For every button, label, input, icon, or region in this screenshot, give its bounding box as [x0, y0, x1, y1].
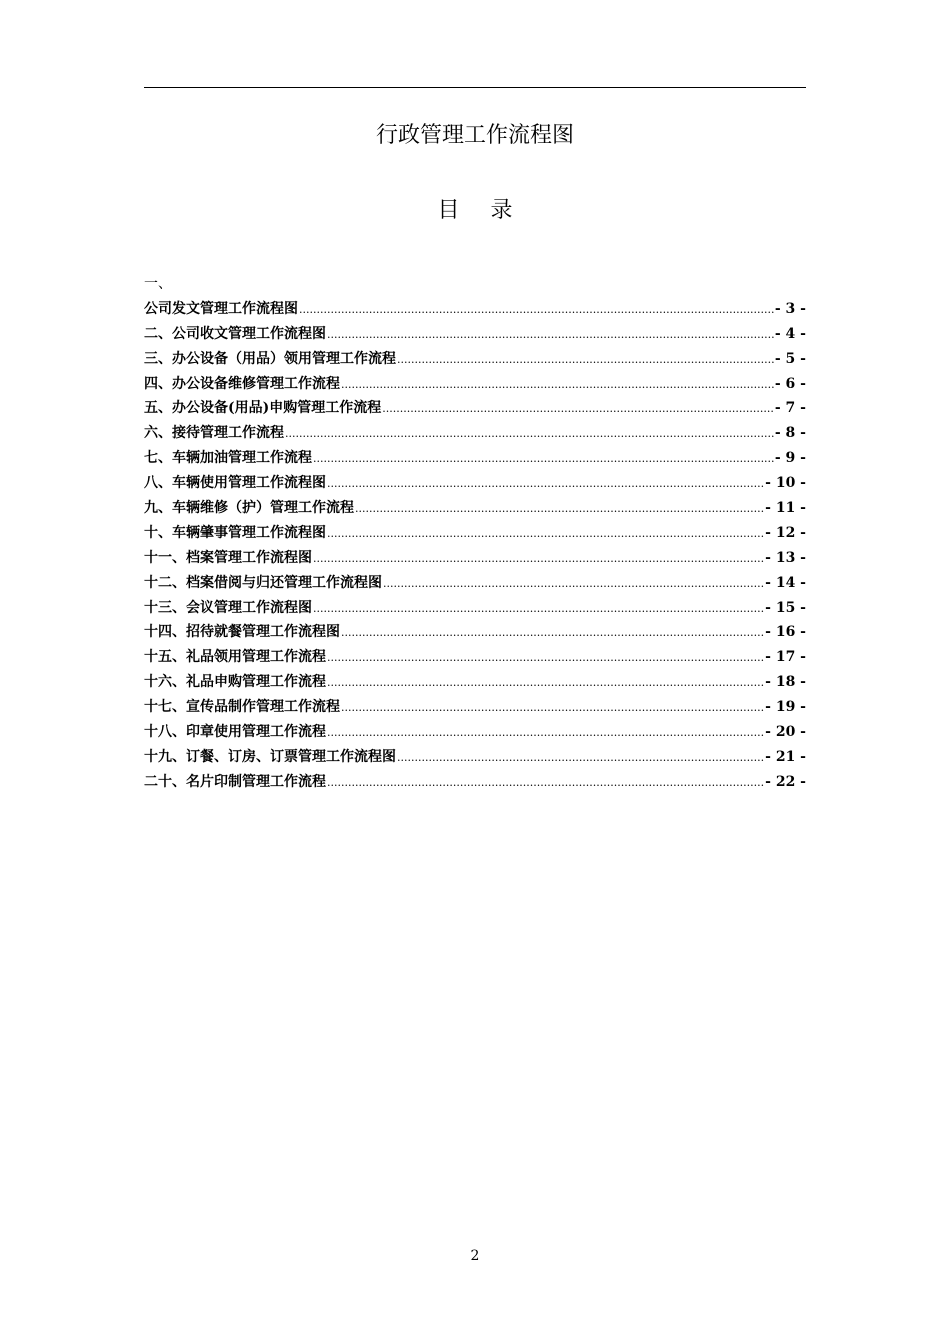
toc-entry[interactable]: [144, 297, 806, 322]
toc-entry[interactable]: [144, 596, 806, 621]
toc-entry[interactable]: [144, 347, 806, 372]
toc-dot-leader: [285, 422, 774, 447]
toc-entry-page: - 21 -: [765, 748, 806, 765]
toc-dot-leader: [327, 522, 764, 547]
toc-entry[interactable]: [144, 571, 806, 596]
toc-entry-label: 十四、招待就餐管理工作流程图: [144, 624, 340, 641]
toc-entry-label: 十九、订餐、订房、订票管理工作流程图: [144, 748, 396, 765]
toc-dot-leader: [397, 348, 774, 373]
toc-entry-page: - 20 -: [765, 724, 806, 741]
table-of-contents: [144, 272, 806, 795]
toc-entry-page: - 22 -: [765, 773, 806, 790]
toc-entry-label: 十一、档案管理工作流程图: [144, 549, 312, 566]
toc-entry[interactable]: [144, 546, 806, 571]
toc-dot-leader: [355, 497, 764, 522]
toc-dot-leader: [341, 621, 764, 646]
toc-entry-page: - 19 -: [765, 699, 806, 716]
toc-dot-leader: [327, 721, 764, 746]
toc-dot-leader: [341, 696, 764, 721]
toc-dot-leader: [313, 447, 774, 472]
toc-dot-leader: [397, 746, 764, 771]
toc-entry[interactable]: [144, 620, 806, 645]
toc-entry-label: 十七、宣传品制作管理工作流程: [144, 699, 340, 716]
toc-entry-label: 六、接待管理工作流程: [144, 425, 284, 442]
toc-entry-label: 十六、礼品申购管理工作流程: [144, 674, 326, 691]
toc-first-prefix: 一、: [144, 276, 172, 292]
toc-entry-page: - 12 -: [765, 524, 806, 541]
toc-dot-leader: [341, 373, 774, 398]
toc-entry[interactable]: [144, 770, 806, 795]
toc-entry[interactable]: [144, 322, 806, 347]
toc-entry-page: - 7 -: [774, 400, 806, 417]
toc-entry[interactable]: [144, 396, 806, 421]
toc-entry[interactable]: [144, 695, 806, 720]
toc-entry[interactable]: [144, 496, 806, 521]
toc-dot-leader: [313, 547, 764, 572]
toc-entry-label: 三、办公设备（用品）领用管理工作流程: [144, 350, 396, 367]
toc-entry-label: 五、办公设备(用品)申购管理工作流程: [144, 400, 382, 417]
toc-entry[interactable]: [144, 745, 806, 770]
toc-entry-page: - 10 -: [765, 475, 806, 492]
toc-entry-page: - 14 -: [765, 574, 806, 591]
toc-heading: 目 录: [437, 198, 525, 223]
toc-entry-page: - 11 -: [765, 500, 806, 517]
toc-dot-leader: [327, 771, 764, 796]
toc-entry-label: 十、车辆肇事管理工作流程图: [144, 524, 326, 541]
toc-entry[interactable]: [144, 471, 806, 496]
toc-entry-page: - 18 -: [765, 674, 806, 691]
toc-entry-page: - 17 -: [765, 649, 806, 666]
toc-entry-page: - 15 -: [765, 599, 806, 616]
toc-entry-label: 十三、会议管理工作流程图: [144, 599, 312, 616]
toc-entry-page: - 13 -: [765, 549, 806, 566]
toc-entry-page: - 3 -: [774, 300, 806, 317]
toc-dot-leader: [299, 298, 774, 323]
toc-entry-page: - 9 -: [774, 450, 806, 467]
page-number: 2: [470, 1248, 480, 1264]
toc-entry[interactable]: [144, 645, 806, 670]
toc-dot-leader: [313, 597, 764, 622]
toc-entry-page: - 6 -: [774, 375, 806, 392]
toc-dot-leader: [327, 323, 774, 348]
toc-entry-label: 十二、档案借阅与归还管理工作流程图: [144, 574, 382, 591]
document-title: 行政管理工作流程图: [375, 123, 574, 148]
toc-entry[interactable]: [144, 446, 806, 471]
toc-entry[interactable]: [144, 720, 806, 745]
toc-entry-label: 九、车辆维修（护）管理工作流程: [144, 500, 354, 517]
toc-dot-leader: [382, 397, 774, 422]
toc-entry-label: 十八、印章使用管理工作流程: [144, 724, 326, 741]
toc-entry-page: - 16 -: [765, 624, 806, 641]
toc-entry[interactable]: [144, 421, 806, 446]
toc-dot-leader: [327, 472, 764, 497]
toc-entry-label: 四、办公设备维修管理工作流程: [144, 375, 340, 392]
toc-dot-leader: [327, 646, 764, 671]
toc-dot-leader: [327, 671, 764, 696]
header-rule: [144, 87, 806, 88]
toc-entry[interactable]: [144, 372, 806, 397]
toc-entry-label: 二、公司收文管理工作流程图: [144, 325, 326, 342]
toc-entry-page: - 8 -: [774, 425, 806, 442]
toc-entry-label: 公司发文管理工作流程图: [144, 300, 298, 317]
toc-entry-page: - 5 -: [774, 350, 806, 367]
toc-entry-label: 七、车辆加油管理工作流程: [144, 450, 312, 467]
toc-entry-label: 八、车辆使用管理工作流程图: [144, 475, 326, 492]
toc-entry-label: 二十、名片印制管理工作流程: [144, 773, 326, 790]
toc-entry-page: - 4 -: [774, 325, 806, 342]
toc-entry-label: 十五、礼品领用管理工作流程: [144, 649, 326, 666]
toc-dot-leader: [383, 572, 764, 597]
toc-entry[interactable]: [144, 670, 806, 695]
toc-entry[interactable]: [144, 521, 806, 546]
